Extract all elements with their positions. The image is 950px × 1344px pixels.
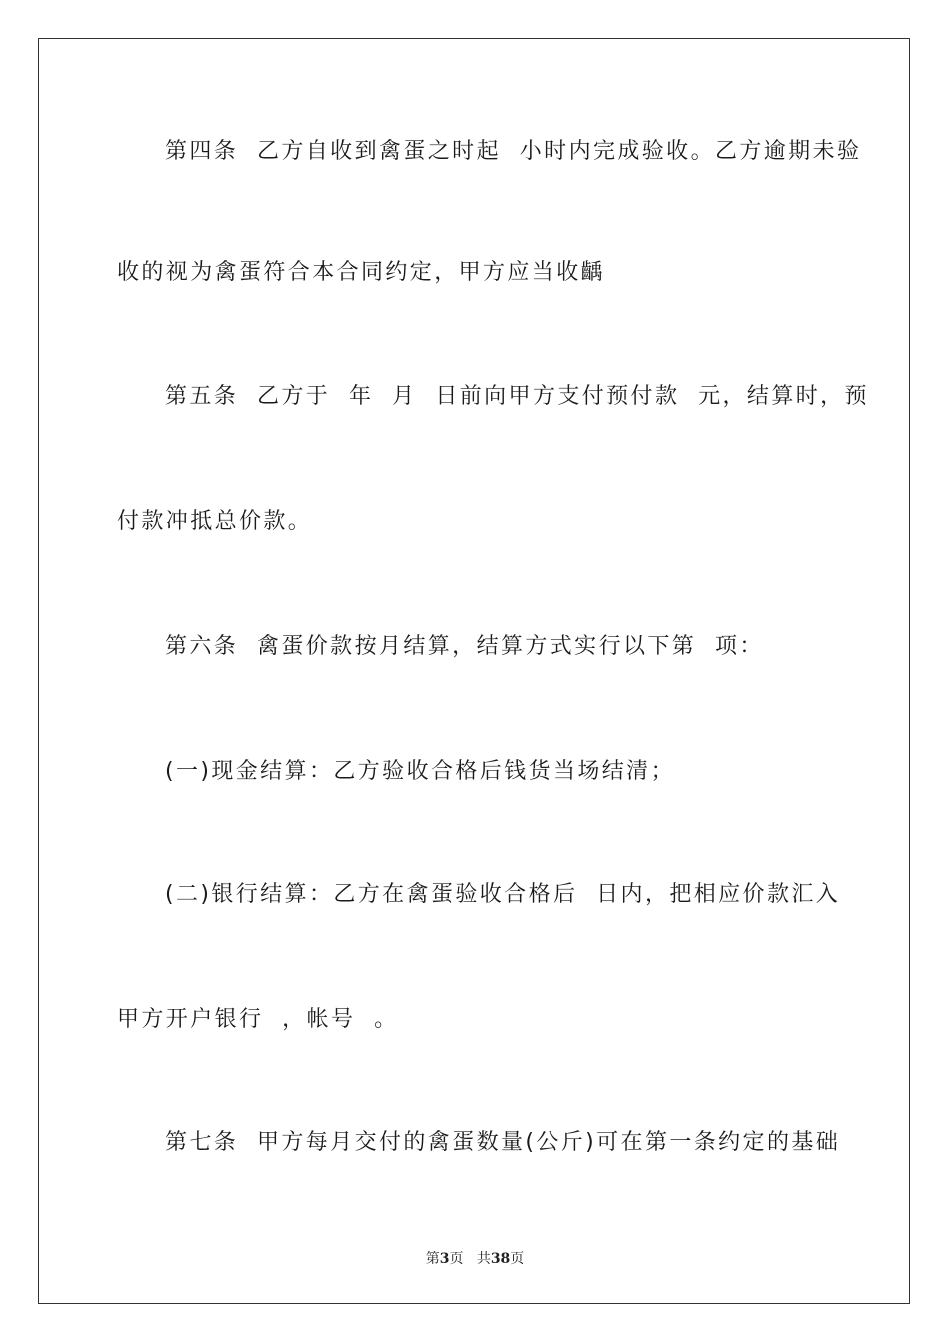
footer-page-prefix: 第 (425, 1251, 440, 1267)
paragraph-line-option-2: (二)银行结算：乙方在禽蛋验收合格后 日内，把相应价款汇入 (165, 882, 841, 907)
paragraph-line-article-6: 第六条 禽蛋价款按月结算，结算方式实行以下第 项： (165, 634, 764, 659)
paragraph-line-option-2-cont: 甲方开户银行 ，帐号 。 (117, 1007, 399, 1032)
footer-total-suffix: 页 (510, 1251, 525, 1267)
paragraph-line-option-1: (一)现金结算：乙方验收合格后钱货当场结清； (165, 759, 675, 784)
page-footer (0, 1248, 950, 1268)
footer-total-pages: 38 (490, 1251, 511, 1267)
footer-page-number: 3 (439, 1251, 450, 1267)
paragraph-line-article-4-cont: 收的视为禽蛋符合本合同约定，甲方应当收齲 (117, 260, 606, 285)
paragraph-line-article-5-cont: 付款冲抵总价款。 (117, 509, 313, 534)
paragraph-line-article-4: 第四条 乙方自收到禽蛋之时起 小时内完成验收。乙方逾期未验 (165, 139, 862, 164)
paragraph-line-article-5: 第五条 乙方于 年 月 日前向甲方支付预付款 元，结算时，预 (165, 384, 869, 409)
footer-page-suffix: 页 (449, 1251, 464, 1267)
page-border (38, 38, 910, 1304)
paragraph-line-article-7: 第七条 甲方每月交付的禽蛋数量(公斤)可在第一条约定的基础 (165, 1130, 841, 1155)
footer-total-prefix: 共 (476, 1251, 491, 1267)
